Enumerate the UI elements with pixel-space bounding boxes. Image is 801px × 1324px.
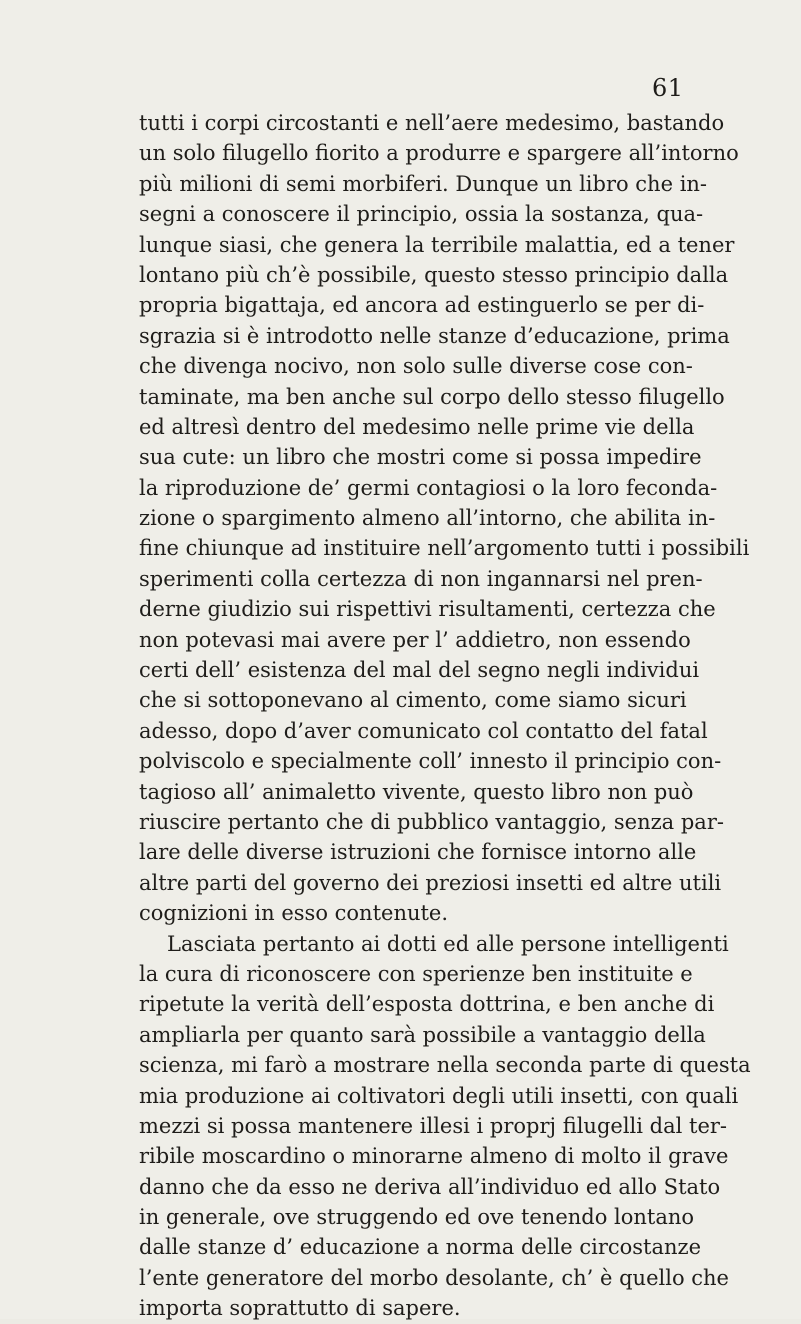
text-line: che divenga nocivo, non solo sulle diverse cose con- — [139, 354, 693, 379]
text-line: certi dell’ esistenza del mal del segno negli individui — [139, 658, 700, 683]
text-line: la cura di riconoscere con sperienze ben instituite e — [139, 961, 693, 986]
text-line: la riproduzione de’ germi contagiosi o la loro feconda- — [139, 475, 718, 500]
text-line: ribile moscardino o minorarne almeno di molto il grave — [139, 1144, 729, 1169]
text-line: l’ente generatore del morbo desolante, ch’ è quello che — [139, 1265, 729, 1290]
text-line: ampliarla per quanto sarà possibile a vantaggio della — [139, 1022, 706, 1047]
text-line: sgrazia si è introdotto nelle stanze d’educazione, prima — [139, 323, 730, 348]
text-line: lontano più ch’è possibile, questo stesso principio dalla — [139, 262, 729, 287]
text-line: derne giudizio sui rispettivi risultamenti, certezza che — [139, 597, 716, 622]
text-line: altre parti del governo dei preziosi insetti ed altre utili — [139, 870, 722, 895]
text-line: adesso, dopo d’aver comunicato col contatto del fatal — [139, 718, 708, 743]
text-line: un solo filugello fiorito a produrre e spargere all’intorno — [139, 141, 739, 166]
text-line: propria bigattaja, ed ancora ad estinguerlo se per di- — [139, 293, 705, 318]
paragraph-1 — [139, 108, 750, 929]
text-line: scienza, mi farò a mostrare nella seconda parte di questa — [139, 1053, 751, 1078]
text-line: lare delle diverse istruzioni che fornisce intorno alle — [139, 840, 697, 865]
text-line: cognizioni in esso contenute. — [139, 901, 449, 926]
text-line: segni a conoscere il principio, ossia la sostanza, qua- — [139, 202, 704, 227]
text-line: tutti i corpi circostanti e nell’aere medesimo, bastando — [139, 111, 725, 135]
text-line: polviscolo e specialmente coll’ innesto il principio con- — [139, 749, 722, 774]
text-line: ed altresì dentro del medesimo nelle prime vie della — [139, 414, 695, 439]
text-line: zione o spargimento almeno all’intorno, che abilita in- — [139, 506, 716, 531]
text-line: taminate, ma ben anche sul corpo dello stesso filugello — [139, 384, 725, 409]
paragraph-2 — [139, 929, 751, 1324]
text-line: ripetute la verità dell’esposta dottrina, e ben anche di — [139, 992, 715, 1017]
text-line: in generale, ove struggendo ed ove tenendo lontano — [139, 1205, 695, 1230]
text-line: più milioni di semi morbiferi. Dunque un libro che in- — [139, 171, 708, 196]
text-line: lunque siasi, che genera la terribile malattia, ed a tener — [139, 232, 735, 257]
text-line: fine chiunque ad instituire nell’argomento tutti i possibili — [139, 536, 750, 561]
text-line: danno che da esso ne deriva all’individuo ed allo Stato — [139, 1174, 721, 1199]
text-line: mia produzione ai coltivatori degli utili insetti, con quali — [139, 1083, 739, 1108]
text-line: sua cute: un libro che mostri come si possa impedire — [139, 445, 702, 470]
text-line: importa soprattutto di sapere. — [139, 1296, 461, 1321]
page-number: 61 — [652, 74, 684, 102]
text-line: riuscire pertanto che di pubblico vantaggio, senza par- — [139, 809, 724, 834]
text-line: mezzi si possa mantenere illesi i proprj filugelli dal ter- — [139, 1113, 728, 1138]
body-text — [139, 108, 751, 1324]
text-line: Lasciata pertanto ai dotti ed alle persone intelligenti — [167, 931, 729, 956]
text-line: non potevasi mai avere per l’ addietro, non essendo — [139, 627, 691, 652]
text-line: che si sottoponevano al cimento, come siamo sicuri — [139, 688, 687, 713]
text-line: dalle stanze d’ educazione a norma delle circostanze — [139, 1235, 702, 1260]
text-line: tagioso all’ animaletto vivente, questo libro non può — [139, 779, 694, 804]
text-line: sperimenti colla certezza di non ingannarsi nel pren- — [139, 566, 703, 591]
